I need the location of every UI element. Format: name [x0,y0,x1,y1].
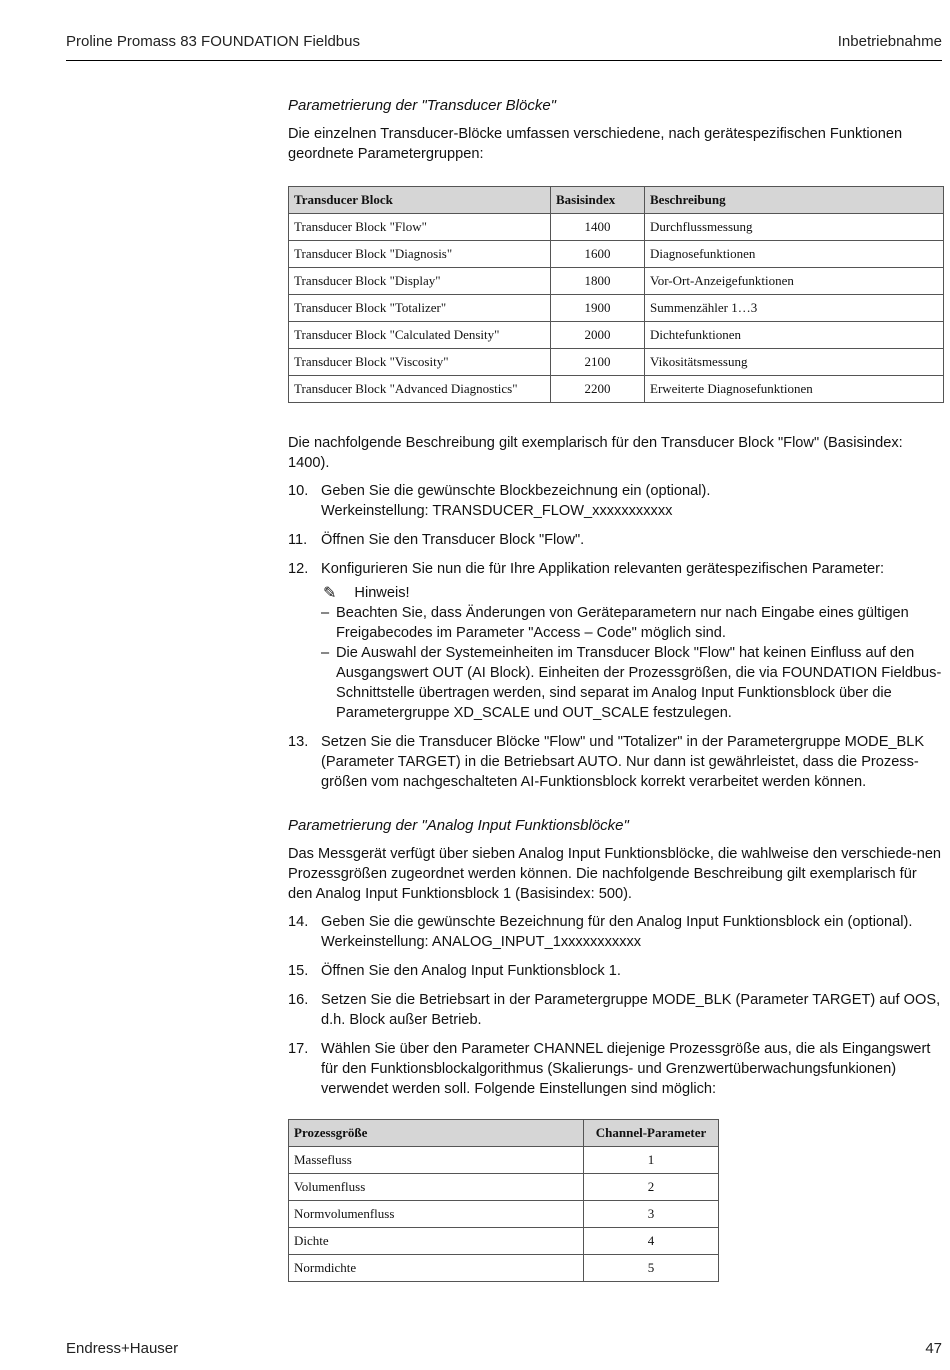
section-title-analog-input: Parametrierung der "Analog Input Funktionsblöcke" [288,817,629,834]
table-row [289,1228,719,1255]
table-row [289,241,944,268]
table-cell: Dichtefunktionen [645,322,944,349]
note-item-text: Beachten Sie, dass Änderungen von Geräteparametern nur nach Eingabe eines gültigen Freigabecodes im Parameter "Access – Code" möglich sind. [336,605,909,641]
note-box [321,583,942,723]
channel-parameter-table [288,1119,719,1282]
column-header: Beschreibung [645,187,944,214]
column-header: Prozessgröße [289,1120,584,1147]
table-cell: Vor-Ort-Anzeigefunktionen [645,268,944,295]
table-cell: Transducer Block "Diagnosis" [289,241,551,268]
table-cell: 4 [584,1228,719,1255]
step-16 [288,990,942,1030]
column-header: Transducer Block [289,187,551,214]
table-row [289,1147,719,1174]
table-row [289,1174,719,1201]
page-footer [66,1340,942,1357]
step-17 [288,1039,942,1099]
note-item [321,603,942,643]
table-cell: Diagnosefunktionen [645,241,944,268]
table-cell: Transducer Block "Flow" [289,214,551,241]
table-header-row [289,1120,719,1147]
table-row [289,295,944,322]
step-11 [288,530,942,550]
table-cell: Normvolumenfluss [289,1201,584,1228]
step-15 [288,961,942,981]
table-cell: Erweiterte Diagnosefunktionen [645,376,944,403]
table-cell: Volumenfluss [289,1174,584,1201]
note-heading [323,583,942,603]
step-text: Setzen Sie die Transducer Blöcke "Flow" und "Totalizer" in der Parametergruppe MODE_BLK (Parameter TARGET) in die Betriebsart AUTO. Nur dann ist gewährleistet, dass die Prozess-größen vom nachgeschalteten AI-Funktionsblock korrekt verarbeitet werden können. [321,734,925,790]
step-number: 17. [288,1041,309,1057]
footer-company: Endress+Hauser [66,1340,179,1357]
table-cell: 2000 [551,322,645,349]
table-cell: 1800 [551,268,645,295]
step-number: 10. [288,483,309,499]
column-header: Basisindex [551,187,645,214]
table-row [289,268,944,295]
table-row [289,322,944,349]
step-number: 16. [288,992,309,1008]
table-row [289,214,944,241]
table-cell: Massefluss [289,1147,584,1174]
table-cell: Transducer Block "Viscosity" [289,349,551,376]
table-cell: Transducer Block "Calculated Density" [289,322,551,349]
page-number: 47 [925,1340,942,1357]
table-cell: Transducer Block "Display" [289,268,551,295]
step-default-value: Werkeinstellung: ANALOG_INPUT_1xxxxxxxxxxx [321,934,642,950]
step-10 [288,481,942,521]
page-content [288,96,942,1282]
header-chapter-title: Inbetriebnahme [837,33,942,50]
step-text: Konfigurieren Sie nun die für Ihre Applikation relevanten gerätespezifischen Parameter: [321,561,885,577]
table-row [289,1255,719,1282]
table-cell: 3 [584,1201,719,1228]
column-header: Channel-Parameter [584,1120,719,1147]
step-13 [288,732,942,792]
step-text: Öffnen Sie den Analog Input Funktionsblock 1. [321,963,621,979]
section-title-transducer: Parametrierung der "Transducer Blöcke" [288,97,556,114]
step-text: Setzen Sie die Betriebsart in der Parametergruppe MODE_BLK (Parameter TARGET) auf OOS, d.h. Block außer Betrieb. [321,992,941,1028]
table-cell: Vikositätsmessung [645,349,944,376]
step-12 [288,559,942,723]
dash-bullet: – [321,605,330,621]
table-cell: 1400 [551,214,645,241]
table-row [289,376,944,403]
step-number: 12. [288,561,309,577]
section-intro-analog-input: Das Messgerät verfügt über sieben Analog Input Funktionsblöcke, die wahlweise den verschiede-nen Prozessgrößen zugeordnet werden können. Die nachfolgende Beschreibung gilt exemplarisch für den Analog Input Funktionsblock 1 (Basisindex: 500). [288,846,942,902]
step-14 [288,912,942,952]
dash-bullet: – [321,645,330,661]
table-cell: 1600 [551,241,645,268]
table-cell: 2100 [551,349,645,376]
note-item [321,643,942,723]
table-cell: Summenzähler 1…3 [645,295,944,322]
step-number: 13. [288,734,309,750]
pencil-icon: ✎ [323,583,337,602]
table-cell: 1900 [551,295,645,322]
section-intro-transducer: Die einzelnen Transducer-Blöcke umfassen verschiedene, nach gerätespezifischen Funktionen geordnete Parametergruppen: [288,126,903,162]
table-cell: Transducer Block "Totalizer" [289,295,551,322]
table-cell: 1 [584,1147,719,1174]
table-cell: Normdichte [289,1255,584,1282]
flow-description: Die nachfolgende Beschreibung gilt exemplarisch für den Transducer Block "Flow" (Basisindex: 1400). [288,435,903,471]
step-number: 15. [288,963,309,979]
page-header [66,30,942,61]
step-number: 11. [288,532,308,548]
step-number: 14. [288,914,309,930]
step-text: Geben Sie die gewünschte Blockbezeichnung ein (optional). [321,483,711,499]
step-text: Geben Sie die gewünschte Bezeichnung für den Analog Input Funktionsblock ein (optional). [321,914,913,930]
step-text: Wählen Sie über den Parameter CHANNEL diejenige Prozessgröße aus, die als Eingangswert für den Funktionsblockalgorithmus (Skalierungs- und Grenzwertüberwachungsfunkionen) verwendet werden soll. Folgende Einstellungen sind möglich: [321,1041,931,1097]
table-cell: Dichte [289,1228,584,1255]
header-product-title: Proline Promass 83 FOUNDATION Fieldbus [66,33,360,50]
step-default-value: Werkeinstellung: TRANSDUCER_FLOW_xxxxxxxxxxx [321,503,673,519]
table-cell: 5 [584,1255,719,1282]
table-row [289,1201,719,1228]
step-text: Öffnen Sie den Transducer Block "Flow". [321,532,585,548]
table-cell: Durchflussmessung [645,214,944,241]
table-cell: 2200 [551,376,645,403]
note-item-text: Die Auswahl der Systemeinheiten im Transducer Block "Flow" hat keinen Einfluss auf den Ausgangswert OUT (AI Block). Einheiten der Prozessgrößen, die via FOUNDATION Fieldbus-Schnittstelle übertragen werden, sind separat im Analog Input Funktionsblock über die Parametergruppe XD_SCALE und OUT_SCALE festzulegen. [336,645,942,721]
transducer-block-table [288,186,944,403]
table-header-row [289,187,944,214]
table-cell: 2 [584,1174,719,1201]
table-row [289,349,944,376]
note-label: Hinweis! [354,585,410,601]
table-cell: Transducer Block "Advanced Diagnostics" [289,376,551,403]
